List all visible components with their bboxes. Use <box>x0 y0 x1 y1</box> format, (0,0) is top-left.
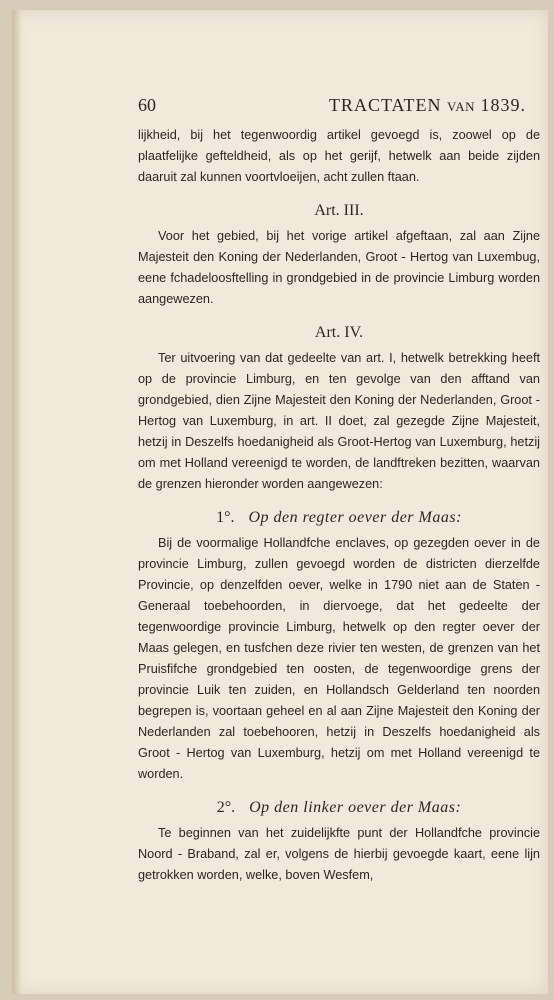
running-title-year: 1839. <box>480 95 526 115</box>
running-title <box>329 95 526 116</box>
running-title-van: VAN <box>447 99 475 114</box>
book-page <box>12 10 548 994</box>
paragraph-section-2: Te beginnen van het zuidelijkfte punt der Hollandfche provincie Noord - Braband, zal er, volgens de hierbij gevoegde kaart, eene lijn getrokken worden, welke, boven Wesfem, <box>138 826 540 882</box>
section-2-number: 2°. <box>216 799 236 816</box>
paragraph-section-1: Bij de voormalige Hollandfche enclaves, op gezegden oever in de provincie Limburg, zullen gevoegd worden de districten dierzelfde Provincie, op denzelfden oever, welke in 1790 niet aan de Staten - Generaal toebehoorden, in diervoege, dat het gedeelte der tegenwoordige provincie Limburg, hetwelk op den regter oever der Maas gelegen, en tusfchen deze rivier ten westen, de grenzen van het Pruisfifche grondgebied ten oosten, de tegenwoordige grens der provincie Luik ten zuiden, en Hollandsch Gelderland ten noorden begrepen is, voortaan geheel en al aan Zijne Majesteit den Koning der Nederlanden zal toebehooren, hetzij in Deszelfs hoedanigheid als Groot - Hertog van Luxemburg, hetzij om met Holland vereenigd te worden. <box>138 536 540 781</box>
heading-art-4: Art. IV. <box>314 324 364 341</box>
body-text <box>138 125 540 886</box>
paragraph-art-4: Ter uitvoering van dat gedeelte van art. I, hetwelk betrekking heeft op de provincie Limburg, en ten gevolge van den afftand van grondgebied, dien Zijne Majesteit den Koning der Nederlanden, Groot - Hertog van Luxemburg, in art. II doet, zal gezegde Zijne Majesteit, hetzij in Deszelfs hoedanigheid als Groot-Hertog van Luxemburg, hetzij om met Holland vereenigd te worden, de landftreken bezitten, waarvan de grenzen hieronder worden aangewezen: <box>138 351 540 491</box>
page-gutter-shadow <box>12 10 22 994</box>
heading-section-2 <box>138 796 540 820</box>
paragraph-art-3: Voor het gebied, bij het vorige artikel afgeftaan, zal aan Zijne Majesteit den Koning der Nederlanden, Groot - Hertog van Luxembug, eene fchadeloosftelling in grondgebied in de provincie Limburg worden aangewezen. <box>138 229 540 306</box>
running-title-main: TRACTATEN <box>328 95 442 115</box>
heading-section-1 <box>138 506 540 530</box>
page-content <box>138 95 540 886</box>
section-1-title: Op den regter oever der Maas: <box>248 509 462 526</box>
page-number: 60 <box>138 95 156 115</box>
heading-art-3: Art. III. <box>314 202 364 219</box>
paragraph-intro: lijkheid, bij het tegenwoordig artikel gevoegd is, zoowel op de plaatfelijke gefteldheid, als op het gerijf, hetwelk aan beide zijden daaruit zal kunnen voortvloeijen, acht zullen ftaan. <box>138 128 540 184</box>
section-2-title: Op den linker oever der Maas: <box>249 799 462 816</box>
section-1-number: 1°. <box>216 509 235 526</box>
running-header <box>138 95 540 125</box>
